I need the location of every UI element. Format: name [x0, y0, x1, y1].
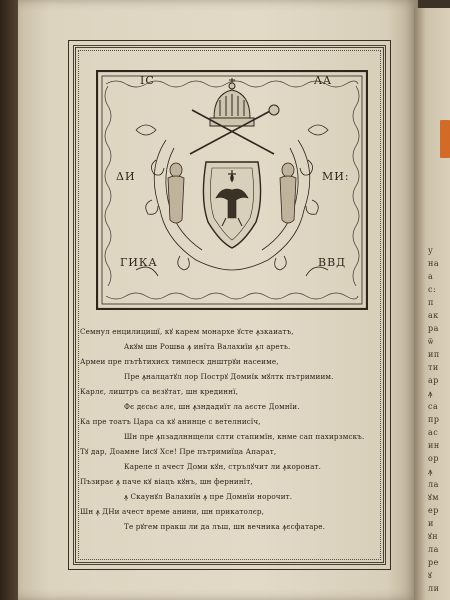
next-page-text-fragment: ра [428, 324, 439, 333]
emblem-initial-bottom-right: ВВД [318, 256, 347, 269]
next-page-text-fragment: ип [428, 350, 440, 359]
verse-line: Семнул енцилицишї, кꙋ карем монархе ꙋсте ꙟзкаиатъ, [80, 327, 294, 336]
next-page-text-fragment: ꙟ [428, 467, 433, 476]
next-page-text-fragment: ас [428, 428, 439, 437]
emblem-initial-bottom-left: ГИКА [120, 256, 158, 269]
verse-line: Пре ꙟналцатꙋл лор Пострꙋ Домиїк мꙋлтк пътримиим. [124, 372, 334, 381]
next-page-text-fragment: ла [428, 545, 439, 554]
next-page-text-fragment: ꙟ [428, 389, 433, 398]
emblem-initial-mid-right: МИ: [322, 170, 350, 183]
verse-line: Тꙋ дар, Доамне Іисꙋ Хсе! Пре пътримиїца Апарат, [80, 447, 277, 456]
emblem-initial-top-right: AA [314, 74, 332, 87]
verse-line: Пъзирає ꙟ паче кꙋ віацъ кꙋнъ, шн фернинїт, [80, 477, 253, 486]
verse-line: Шн ꙟ ДНи ачест време анини, шн прикатолєр, [80, 507, 265, 516]
emblem-initial-top-left: IC [140, 74, 155, 87]
next-page-text-fragment: пр [428, 415, 440, 424]
next-page-text-fragment: ер [428, 506, 439, 515]
next-page-text-fragment: на [428, 259, 440, 268]
next-page-text-fragment: а [428, 272, 434, 281]
next-page-text-fragment: с: [428, 285, 437, 294]
coat-of-arms-emblem [96, 70, 368, 310]
verse-line: Карлє, лиштръ са вєзꙋтат, шн крединнї, [80, 387, 239, 396]
next-page-edge [414, 8, 450, 600]
emblem-engraving [96, 70, 368, 310]
next-page-text-fragment: ти [428, 363, 439, 372]
verse-line: Кареле п ачест Доми кꙋн, стрълꙋчит ли ꙟкоронат. [124, 462, 322, 471]
verse-line: Ка пре тоатъ Цара са кꙋ анинце с ветелнисїч, [80, 417, 261, 426]
next-page-text-fragment: ла [428, 480, 439, 489]
verse-line: Армеи пре пътѣтихиєх тимпеск днштрꙋи насеиме, [80, 357, 279, 366]
next-page-text-fragment: ꙋм [428, 493, 439, 502]
next-page-text-fragment: ар [428, 376, 439, 385]
next-page-text-fragment: п [428, 298, 434, 307]
next-page-text-fragment: са [428, 402, 439, 411]
next-page-text-fragment: ин [428, 441, 440, 450]
verse-line: Фє дєсьє алє, шн ꙟзндадиїт ла аєсте Домнїи. [124, 402, 300, 411]
next-page-text-fragment: ꙋн [428, 532, 439, 541]
next-page-text-fragment: ре [428, 558, 439, 567]
bookmark-tab [440, 120, 450, 158]
next-page-text-fragment: ли [428, 584, 440, 593]
next-page-text-fragment: у [428, 246, 434, 255]
verse-line: Шн пре ꙟпзадлннщели слти стапимїн, кнме сап пахирзмскъ. [124, 432, 365, 441]
emblem-initial-mid-left: ΔИ [116, 170, 136, 183]
next-page-text-fragment: ор [428, 454, 439, 463]
verse-line: Ακꙋм шн Ροшва ꙟ инїта Валахиїи ꙟл ареть. [124, 342, 291, 351]
verse-line: Те рꙋгем пракш ли да лъш, шн вечника ꙟєсфатаре. [124, 522, 326, 531]
next-page-text-fragment: ак [428, 311, 439, 320]
next-page-text-fragment: ѿ [428, 337, 434, 346]
verse-line: ꙟ Скаунꙋл Валахиїн ꙟ пре Домнїи норочит. [124, 492, 293, 501]
next-page-text-fragment: ꙋ [428, 571, 433, 580]
next-page-text-fragment: и [428, 519, 434, 528]
